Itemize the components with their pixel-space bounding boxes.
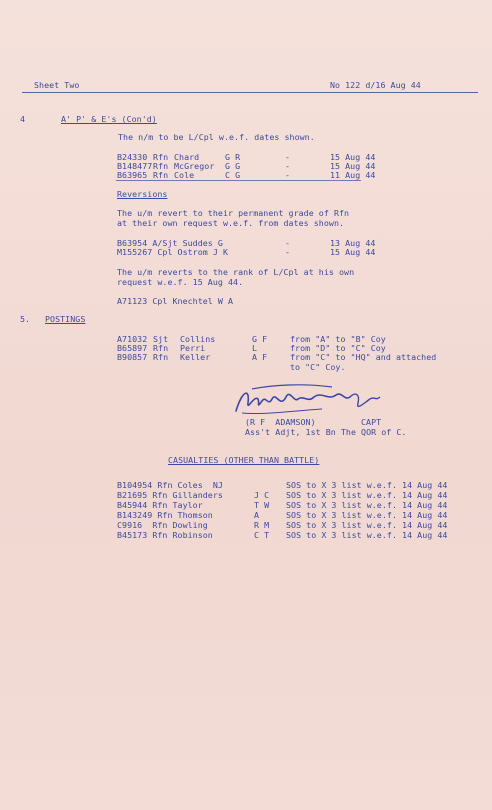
rank: Sjt	[153, 334, 169, 344]
casualty-entry: B45173 Rfn Robinson	[117, 530, 213, 540]
service-number: B90857	[117, 352, 148, 362]
rank: Rfn	[153, 170, 169, 180]
dash: -	[285, 152, 291, 162]
service-number: B63965	[117, 170, 148, 180]
casualty-entry: B21695 Rfn Gillanders	[117, 490, 223, 500]
initials: C G	[225, 170, 241, 180]
sheet-label: Sheet Two	[34, 80, 80, 90]
casualty-entry: B45944 Rfn Taylor	[117, 500, 203, 510]
lcpl-intro-line-1: The u/m reverts to the rank of L/Cpl at his own	[117, 267, 355, 277]
service-number: B24330	[117, 152, 148, 162]
casualty-detail: SOS to X 3 list w.e.f. 14 Aug 44	[286, 510, 448, 520]
signatory-name: (R F ADAMSON)	[245, 417, 316, 427]
initials: A F	[252, 352, 268, 362]
reversions-intro-line-2: at their own request w.e.f. from dates shown.	[117, 218, 345, 228]
reversion-entry: B63954 A/Sjt Suddes G	[117, 238, 223, 248]
initials: C T	[254, 530, 270, 540]
rank: Rfn	[153, 152, 169, 162]
effective-date: 13 Aug 44	[330, 238, 376, 248]
posting-detail: from "C" to "HQ" and attached	[290, 352, 437, 362]
initials: R M	[254, 520, 270, 530]
posting-continuation: to "C" Coy.	[290, 362, 346, 372]
order-number: No 122 d/16 Aug 44	[330, 80, 421, 90]
initials: A	[254, 510, 260, 520]
surname: Perri	[180, 343, 206, 353]
casualty-entry: C9916 Rfn Dowling	[117, 520, 208, 530]
initials: J C	[254, 490, 270, 500]
rank: Rfn	[153, 352, 169, 362]
reversions-title: Reversions	[117, 189, 168, 199]
casualty-detail: SOS to X 3 list w.e.f. 14 Aug 44	[286, 530, 448, 540]
surname: Collins	[180, 334, 216, 344]
handwritten-signature	[232, 381, 392, 419]
section-5-number: 5.	[20, 314, 31, 324]
service-number: B65897	[117, 343, 148, 353]
dash: -	[285, 238, 291, 248]
section-4-number: 4	[20, 114, 26, 124]
rank: Rfn	[153, 343, 169, 353]
surname: McGregor	[174, 161, 215, 171]
initials: G F	[252, 334, 268, 344]
surname: Cole	[174, 170, 195, 180]
casualty-detail: SOS to X 3 list w.e.f. 14 Aug 44	[286, 520, 448, 530]
section-5-title: POSTINGS	[45, 314, 86, 324]
casualties-title: CASUALTIES (OTHER THAN BATTLE)	[168, 455, 320, 465]
initials: L	[252, 343, 258, 353]
appointments-intro: The n/m to be L/Cpl w.e.f. dates shown.	[118, 132, 315, 142]
surname: Keller	[180, 352, 211, 362]
initials: T W	[254, 500, 270, 510]
reversions-intro-line-1: The u/m revert to their permanent grade of Rfn	[117, 208, 350, 218]
effective-date: 15 Aug 44	[330, 161, 376, 171]
lcpl-intro-line-2: request w.e.f. 15 Aug 44.	[117, 277, 244, 287]
effective-date: 15 Aug 44	[330, 152, 376, 162]
initials: G R	[225, 152, 241, 162]
initials: G G	[225, 161, 241, 171]
casualty-entry: B104954 Rfn Coles NJ	[117, 480, 223, 490]
casualty-entry: B143249 Rfn Thomson	[117, 510, 213, 520]
lcpl-entry: A71123 Cpl Knechtel W A	[117, 296, 234, 306]
reversion-entry: M155267 Cpl Ostrom J K	[117, 247, 228, 257]
surname: Chard	[174, 152, 200, 162]
service-number: A71032	[117, 334, 148, 344]
signatory-rank: CAPT	[361, 417, 382, 427]
service-number: B148477	[117, 161, 153, 171]
posting-detail: from "A" to "B" Coy	[290, 334, 386, 344]
posting-detail: from "D" to "C" Coy	[290, 343, 386, 353]
dash: -	[285, 247, 291, 257]
casualty-detail: SOS to X 3 list w.e.f. 14 Aug 44	[286, 480, 448, 490]
effective-date: 15 Aug 44	[330, 247, 376, 257]
table-rule	[116, 180, 361, 181]
casualty-detail: SOS to X 3 list w.e.f. 14 Aug 44	[286, 500, 448, 510]
header-rule	[22, 92, 478, 93]
rank: Rfn	[153, 161, 169, 171]
casualty-detail: SOS to X 3 list w.e.f. 14 Aug 44	[286, 490, 448, 500]
effective-date: 11 Aug 44	[330, 170, 376, 180]
dash: -	[285, 161, 291, 171]
dash: -	[285, 170, 291, 180]
signatory-role: Ass't Adjt, 1st Bn The QOR of C.	[245, 427, 407, 437]
section-4-title: A' P' & E's (Con'd)	[61, 114, 157, 124]
